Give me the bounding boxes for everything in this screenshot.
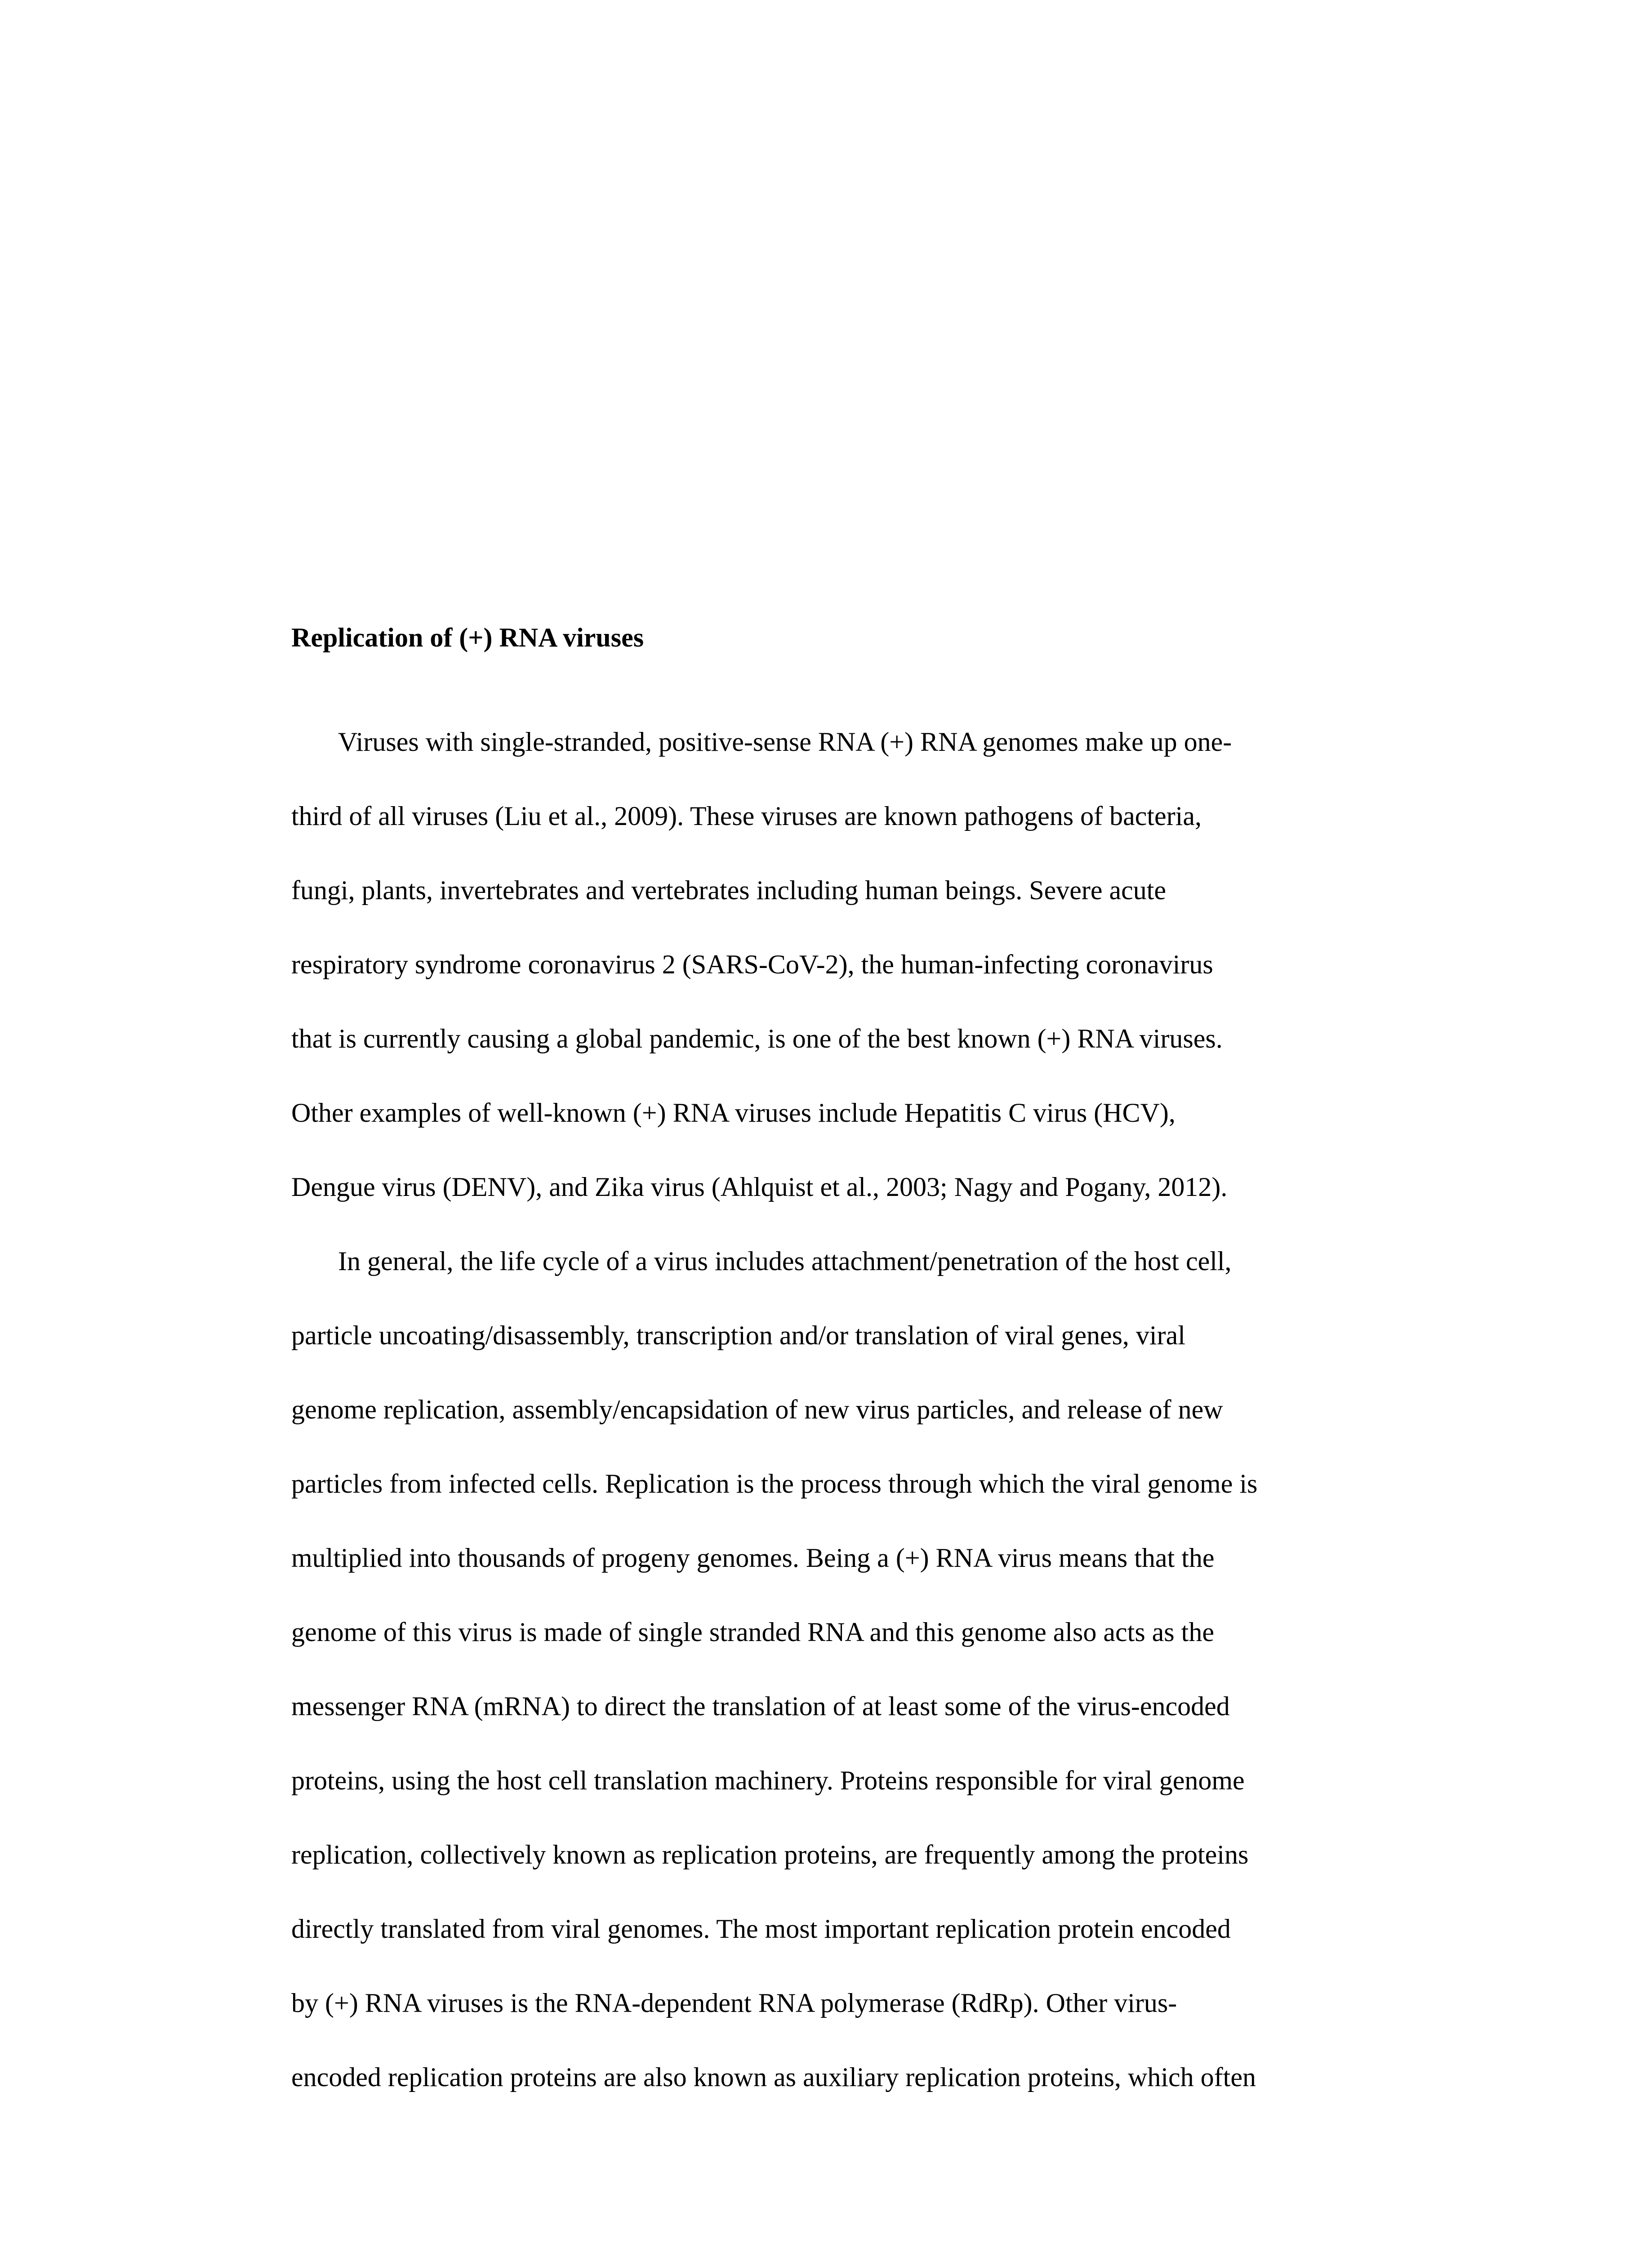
paragraph-2-line-10: directly translated from viral genomes. The most important replication protein encoded [291,1914,1231,1944]
paragraph-2-line-8: proteins, using the host cell translation machinery. Proteins responsible for viral genome [291,1766,1245,1795]
paragraph-1-line-3: fungi, plants, invertebrates and vertebrates including human beings. Severe acute [291,875,1167,905]
paragraph-1-line-2: third of all viruses (Liu et al., 2009). These viruses are known pathogens of bacteria, [291,801,1202,831]
paragraph-1-line-4: respiratory syndrome coronavirus 2 (SARS-CoV-2), the human-infecting coronavirus [291,950,1213,979]
section-heading: Replication of (+) RNA viruses [291,623,644,652]
paragraph-1-line-5: that is currently causing a global pandemic, is one of the best known (+) RNA viruses. [291,1024,1223,1053]
paragraph-2-line-1: In general, the life cycle of a virus includes attachment/penetration of the host cell, [338,1246,1232,1276]
paragraph-2-line-3: genome replication, assembly/encapsidation of new virus particles, and release of new [291,1395,1223,1424]
paragraph-2-line-6: genome of this virus is made of single stranded RNA and this genome also acts as the [291,1617,1214,1647]
paragraph-1-line-6: Other examples of well-known (+) RNA viruses include Hepatitis C virus (HCV), [291,1098,1176,1128]
paragraph-1-line-1: Viruses with single-stranded, positive-sense RNA (+) RNA genomes make up one- [338,727,1232,757]
paragraph-2-line-11: by (+) RNA viruses is the RNA-dependent RNA polymerase (RdRp). Other virus- [291,1988,1177,2018]
paragraph-2-line-7: messenger RNA (mRNA) to direct the translation of at least some of the virus-encoded [291,1691,1230,1721]
paragraph-2-line-12: encoded replication proteins are also known as auxiliary replication proteins, which often [291,2062,1256,2092]
paragraph-2-line-9: replication, collectively known as replication proteins, are frequently among the proteins [291,1840,1249,1869]
paragraph-2-line-5: multiplied into thousands of progeny genomes. Being a (+) RNA virus means that the [291,1543,1215,1573]
paragraph-1-line-7: Dengue virus (DENV), and Zika virus (Ahlquist et al., 2003; Nagy and Pogany, 2012). [291,1172,1228,1202]
paragraph-2-line-4: particles from infected cells. Replication is the process through which the viral genome is [291,1469,1258,1499]
paragraph-2-line-2: particle uncoating/disassembly, transcription and/or translation of viral genes, viral [291,1320,1185,1350]
